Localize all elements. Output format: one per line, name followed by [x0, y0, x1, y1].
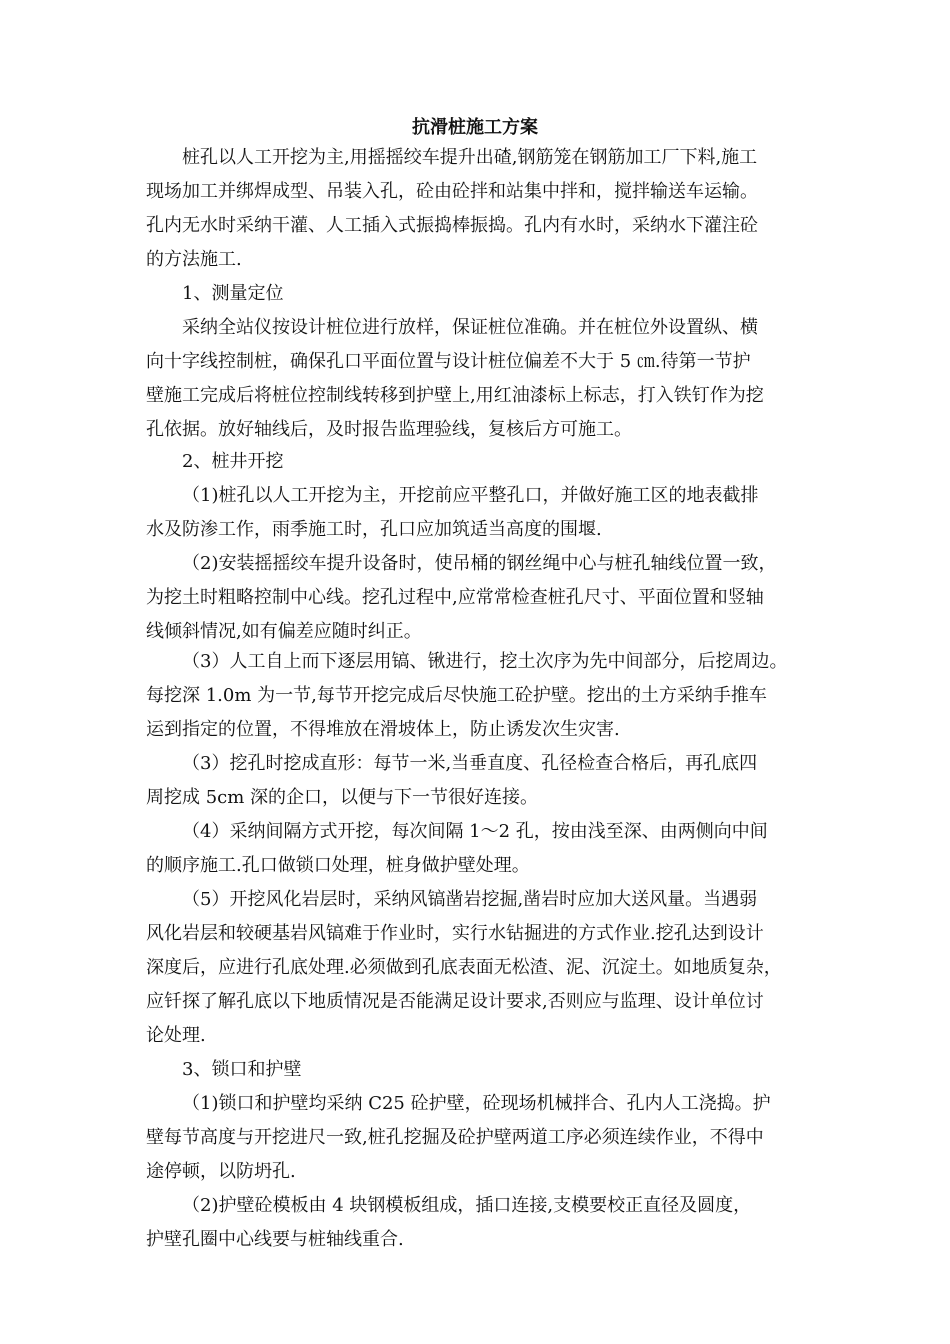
- paragraph-line: （2)安装摇摇绞车提升设备时，使吊桶的钢丝绳中心与桩孔轴线位置一致，: [182, 553, 777, 574]
- paragraph-line: 孔依据。放好轴线后，及时报告监理验线，复核后方可施工。: [146, 419, 632, 440]
- paragraph-line: （3）挖孔时挖成直形：每节一米,当垂直度、孔径检查合格后，再孔底四: [182, 753, 758, 774]
- paragraph-line: 为挖土时粗略控制中心线。挖孔过程中,应常常检查桩孔尺寸、平面位置和竖轴: [146, 587, 764, 608]
- paragraph-line: 桩孔以人工开挖为主,用摇摇绞车提升出碴,钢筋笼在钢筋加工厂下料,施工: [182, 147, 758, 168]
- paragraph-line: 向十字线控制桩，确保孔口平面位置与设计桩位偏差不大于 5 ㎝.待第一节护: [146, 351, 751, 372]
- paragraph-line: 论处理.: [146, 1025, 206, 1046]
- section-heading: 3、锁口和护壁: [182, 1059, 302, 1080]
- section-heading: 2、桩井开挖: [182, 451, 284, 472]
- paragraph-line: 壁施工完成后将桩位控制线转移到护壁上,用红油漆标上标志，打入铁钉作为挖: [146, 385, 764, 406]
- paragraph-line: （1)桩孔以人工开挖为主，开挖前应平整孔口，并做好施工区的地表截排: [182, 485, 759, 506]
- paragraph-line: 途停顿，以防坍孔.: [146, 1161, 296, 1182]
- paragraph-line: （2)护壁砼模板由 4 块钢模板组成，插口连接,支模要校正直径及圆度，: [182, 1195, 752, 1216]
- paragraph-line: 风化岩层和较硬基岩风镐难于作业时，实行水钻掘进的方式作业.挖孔达到设计: [146, 923, 764, 944]
- paragraph-line: 壁每节高度与开挖进尺一致,桩孔挖掘及砼护壁两道工序必须连续作业，不得中: [146, 1127, 764, 1148]
- paragraph-line: 周挖成 5cm 深的企口，以便与下一节很好连接。: [146, 787, 539, 808]
- paragraph-line: 运到指定的位置，不得堆放在滑坡体上，防止诱发次生灾害.: [146, 719, 620, 740]
- section-heading: 1、测量定位: [182, 283, 284, 304]
- paragraph-line: 深度后，应进行孔底处理.必须做到孔底表面无松渣、泥、沉淀土。如地质复杂，: [146, 957, 782, 978]
- paragraph-line: 护壁孔圈中心线要与桩轴线重合.: [146, 1229, 404, 1250]
- document-title: 抗滑桩施工方案: [412, 117, 538, 138]
- paragraph-line: 孔内无水时采纳干灌、人工插入式振捣棒振捣。孔内有水时，采纳水下灌注砼: [146, 215, 758, 236]
- paragraph-line: 水及防渗工作，雨季施工时，孔口应加筑适当高度的围堰.: [146, 519, 602, 540]
- paragraph-line: 的顺序施工.孔口做锁口处理，桩身做护壁处理。: [146, 855, 530, 876]
- paragraph-line: 应钎探了解孔底以下地质情况是否能满足设计要求,否则应与监理、设计单位讨: [146, 991, 764, 1012]
- paragraph-line: 每挖深 1.0m 为一节,每节开挖完成后尽快施工砼护壁。挖出的土方采纳手推车: [146, 685, 767, 706]
- paragraph-line: （1)锁口和护壁均采纳 C25 砼护壁，砼现场机械拌合、孔内人工浇捣。护: [182, 1093, 771, 1114]
- paragraph-line: （4）采纳间隔方式开挖，每次间隔 1～2 孔，按由浅至深、由两侧向中间: [182, 821, 768, 842]
- paragraph-line: （3）人工自上而下逐层用镐、锹进行，挖土次序为先中间部分，后挖周边。: [182, 651, 788, 672]
- paragraph-line: 现场加工并绑焊成型、吊装入孔，砼由砼拌和站集中拌和，搅拌输送车运输。: [146, 181, 758, 202]
- paragraph-line: 采纳全站仪按设计桩位进行放样，保证桩位准确。并在桩位外设置纵、横: [182, 317, 758, 338]
- paragraph-line: 线倾斜情况,如有偏差应随时纠正。: [146, 621, 422, 642]
- paragraph-line: （5）开挖风化岩层时，采纳风镐凿岩挖掘,凿岩时应加大送风量。当遇弱: [182, 889, 758, 910]
- paragraph-line: 的方法施工.: [146, 249, 242, 270]
